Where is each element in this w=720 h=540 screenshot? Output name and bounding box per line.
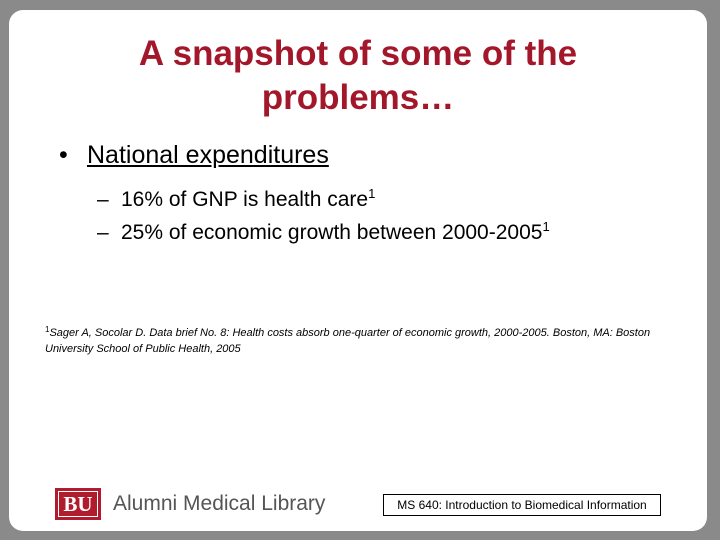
library-logo [55, 487, 325, 521]
sub-bullet-text: 16% of GNP is health care [121, 188, 369, 211]
slide-title [9, 32, 707, 120]
sub-bullet-growth [97, 219, 550, 245]
footnote-ref: 1 [542, 219, 550, 234]
title-line-2: problems… [261, 78, 455, 117]
sub-bullet-marker: – [97, 221, 109, 244]
bullet-marker: • [59, 141, 68, 169]
sub-bullet-text: 25% of economic growth between 2000-2005 [121, 221, 543, 244]
sub-bullet-marker: – [97, 188, 109, 211]
title-line-1: A snapshot of some of the [138, 34, 578, 73]
slide [9, 10, 707, 531]
library-name: Alumni Medical Library [113, 492, 326, 515]
footnote-marker: 1 [45, 325, 50, 334]
footnote-ref: 1 [368, 186, 376, 201]
footnote [45, 322, 675, 357]
bullet-national-expenditures [59, 141, 329, 170]
course-label: MS 640: Introduction to Biomedical Information [383, 494, 661, 516]
bu-logo-mark: BU [55, 488, 101, 520]
footnote-text: Sager A, Socolar D. Data brief No. 8: Health costs absorb one-quarter of economic growth, 2000-2005. Boston, MA: Boston University School of Public Health, 2005 [45, 327, 651, 355]
sub-bullet-gnp [97, 186, 375, 212]
bullet-text: National expenditures [87, 141, 329, 169]
